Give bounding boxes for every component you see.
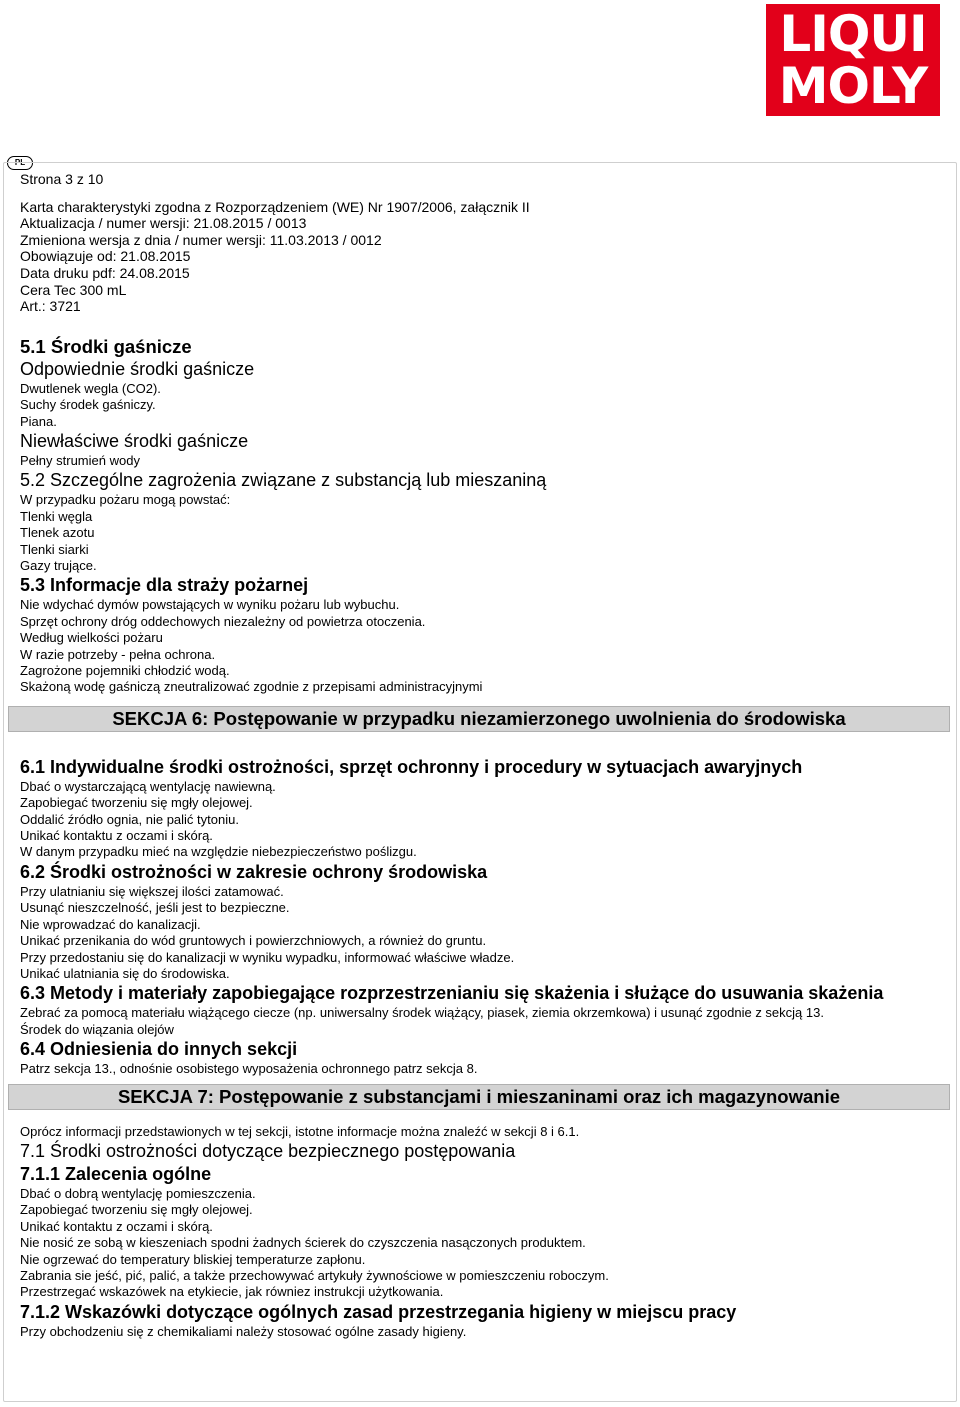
header-line: Karta charakterystyki zgodna z Rozporządzeniem (WE) Nr 1907/2006, załącznik II	[20, 198, 530, 215]
text-line: Według wielkości pożaru	[20, 630, 163, 646]
text-line: Gazy trujące.	[20, 558, 97, 573]
logo-line-1: LIQUI	[779, 5, 927, 63]
text-line: Nie wprowadzać do kanalizacji.	[20, 916, 201, 932]
page-number: Strona 3 z 10	[20, 171, 104, 187]
text-line: Piana.	[20, 413, 57, 429]
text-line: Przestrzegać wskazówek na etykiecie, jak równiez instrukcji użytkowania.	[20, 1284, 444, 1300]
heading-5-2: 5.2 Szczególne zagrożenia związane z substancją lub mieszaniną	[20, 470, 547, 491]
text-line: Zagrożone pojemniki chłodzić wodą.	[20, 663, 230, 679]
text-line: Usunąć nieszczelność, jeśli jest to bezpieczne.	[20, 900, 290, 916]
text-line: Dwutlenek wegla (CO2).	[20, 380, 161, 396]
text-line: Suchy środek gaśniczy.	[20, 397, 156, 413]
heading-5-3: 5.3 Informacje dla straży pożarnej	[20, 575, 309, 596]
text-line: Unikać kontaktu z oczami i skórą.	[20, 1218, 213, 1234]
text-line: Unikać ulatniania się do środowiska.	[20, 965, 230, 981]
text-line: Nie wdychać dymów powstających w wyniku pożaru lub wybuchu.	[20, 597, 400, 613]
text-line: Nie ogrzewać do temperatury bliskiej temperaturze zapłonu.	[20, 1251, 366, 1267]
header-line: Data druku pdf: 24.08.2015	[20, 264, 190, 281]
text-line: Zapobiegać tworzeniu się mgły olejowej.	[20, 795, 253, 811]
document-header	[20, 171, 950, 315]
text-line: Sprzęt ochrony dróg oddechowych niezależny od powietrza otoczenia.	[20, 613, 426, 629]
text-line: W danym przypadku mieć na względzie niebezpieczeństwo poślizgu.	[20, 844, 417, 860]
text-line: Dbać o wystarczającą wentylację nawiewną.	[20, 778, 276, 794]
subheading-suitable-media: Odpowiednie środki gaśnicze	[20, 358, 255, 379]
heading-5-1: 5.1 Środki gaśnicze	[20, 335, 192, 357]
heading-7-1-2: 7.1.2 Wskazówki dotyczące ogólnych zasad przestrzegania higieny w miejscu pracy	[20, 1301, 737, 1322]
text-line: Przy ulatnianiu się większej ilości zatamować.	[20, 883, 284, 899]
header-line: Zmieniona wersja z dnia / numer wersji: 11.03.2013 / 0012	[20, 231, 382, 248]
text-line: Środek do wiązania olejów	[20, 1021, 174, 1037]
text-line: Patrz sekcja 13., odnośnie osobistego wyposażenia ochronnego patrz sekcja 8.	[20, 1061, 478, 1077]
heading-6-3: 6.3 Metody i materiały zapobiegające rozprzestrzenianiu się skażenia i służące do usuwania skażenia	[20, 983, 884, 1004]
header-line: Cera Tec 300 mL	[20, 281, 127, 298]
text-line: Unikać przenikania do wód gruntowych i powierzchniowych, a również do gruntu.	[20, 933, 487, 949]
text-line: Zebrać za pomocą materiału wiążącego ciecze (np. uniwersalny środek wiążący, piasek, ziemia okrzemkowa) i usunąć zgodnie z sekcją 13.	[20, 1005, 824, 1021]
text-line: Skażoną wodę gaśniczą zneutralizować zgodnie z przepisami administracyjnymi	[20, 679, 483, 695]
header-line: Art.: 3721	[20, 298, 81, 315]
section-6-bar: SEKCJA 6: Postępowanie w przypadku niezamierzonego uwolnienia do środowiska	[8, 706, 950, 732]
heading-6-4: 6.4 Odniesienia do innych sekcji	[20, 1039, 298, 1060]
logo-line-2: MOLY	[778, 57, 928, 115]
text-line: Zapobiegać tworzeniu się mgły olejowej.	[20, 1202, 253, 1218]
text-line: Tlenki siarki	[20, 541, 89, 557]
liqui-moly-logo	[766, 4, 940, 116]
heading-7-1-1: 7.1.1 Zalecenia ogólne	[20, 1163, 212, 1184]
header-line: Obowiązuje od: 21.08.2015	[20, 248, 191, 265]
text-line: Przy obchodzeniu się z chemikaliami należy stosować ogólne zasady higieny.	[20, 1323, 467, 1339]
heading-6-1: 6.1 Indywidualne środki ostrożności, sprzęt ochronny i procedury w sytuacjach awaryjnych	[20, 756, 803, 777]
text-line: Nie nosić ze sobą w kieszeniach spodni żadnych ścierek do czyszczenia nasączonych produktem.	[20, 1235, 586, 1251]
text-line: Pełny strumień wody	[20, 452, 140, 468]
text-line: Unikać kontaktu z oczami i skórą.	[20, 828, 213, 844]
header-line: Aktualizacja / numer wersji: 21.08.2015 / 0013	[20, 215, 307, 232]
text-line: W razie potrzeby - pełna ochrona.	[20, 646, 216, 662]
subheading-unsuitable-media: Niewłaściwe środki gaśnicze	[20, 430, 249, 451]
document-content	[20, 171, 950, 1340]
text-line: Tlenek azotu	[20, 525, 95, 541]
text-line: W przypadku pożaru mogą powstać:	[20, 492, 231, 508]
language-badge: PL	[7, 156, 33, 170]
section-7-bar: SEKCJA 7: Postępowanie z substancjami i mieszaninami oraz ich magazynowanie	[8, 1084, 950, 1110]
text-line: Oddalić źródło ognia, nie palić tytoniu.	[20, 811, 239, 827]
text-line: Oprócz informacji przedstawionych w tej sekcji, istotne informacje można znaleźć w sekcji 8 i 6.1.	[20, 1123, 580, 1139]
text-line: Tlenki węgla	[20, 508, 93, 524]
text-line: Zabrania sie jeść, pić, palić, a także przechowywać artykuły żywnościowe w pomieszczeniu roboczym.	[20, 1267, 609, 1283]
heading-7-1: 7.1 Środki ostrożności dotyczące bezpiecznego postępowania	[20, 1140, 516, 1161]
heading-6-2: 6.2 Środki ostrożności w zakresie ochrony środowiska	[20, 861, 488, 882]
text-line: Dbać o dobrą wentylację pomieszczenia.	[20, 1185, 256, 1201]
text-line: Przy przedostaniu się do kanalizacji w wyniku wypadku, informować właściwe władze.	[20, 949, 515, 965]
